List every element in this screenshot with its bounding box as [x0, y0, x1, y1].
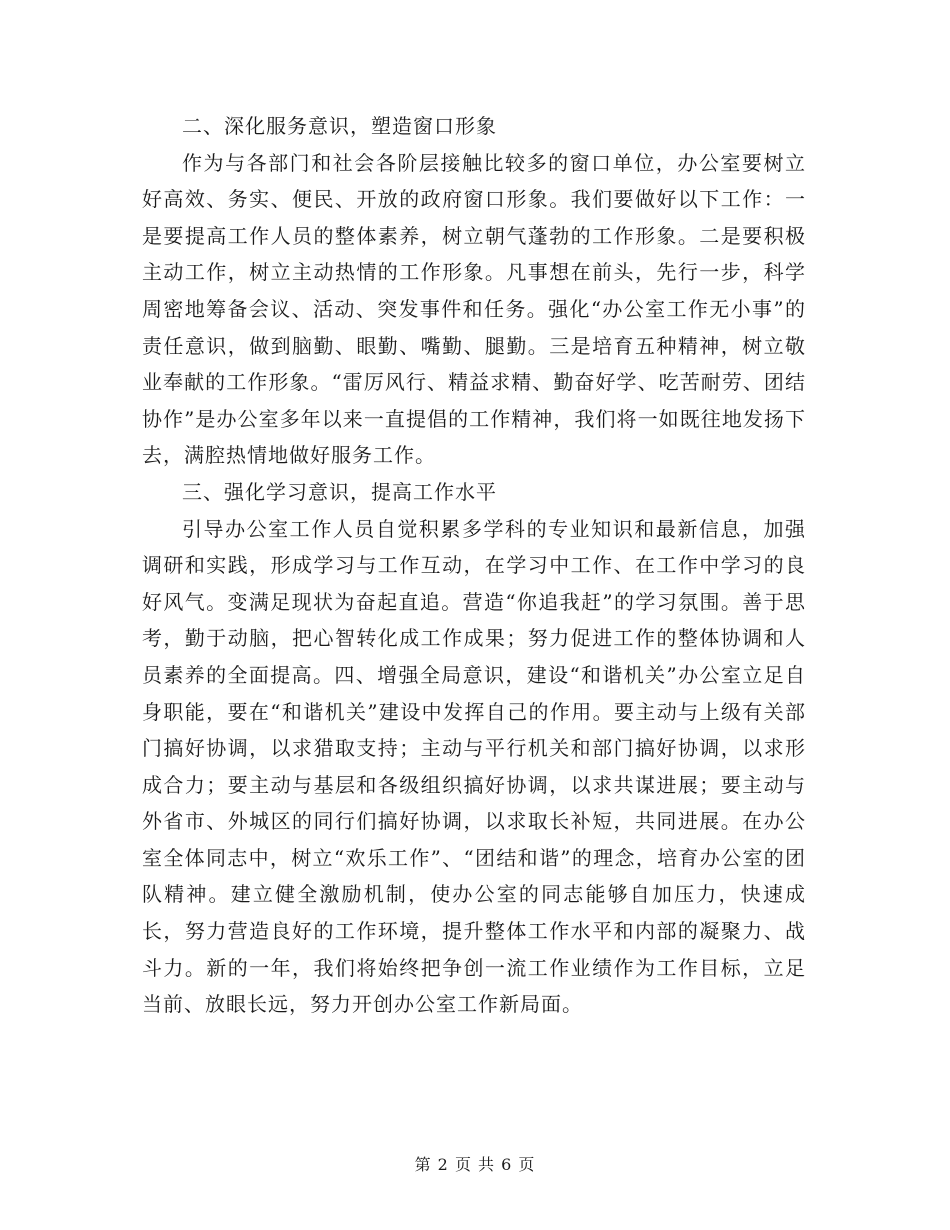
page-number-footer: 第 2 页 共 6 页: [414, 1155, 536, 1174]
section-paragraph-2: 作为与各部门和社会各阶层接触比较多的窗口单位，办公室要树立好高效、务实、便民、开放的政府窗口形象。我们要做好以下工作：一是要提高工作人员的整体素养，树立朝气蓬勃的工作形象。二是要积极主动工作，树立主动热情的工作形象。凡事想在前头，先行一步，科学周密地筹备会议、活动、突发事件和任务。强化“办公室工作无小事”的责任意识，做到脑勤、眼勤、嘴勤、腿勤。三是培育五种精神，树立敬业奉献的工作形象。“雷厉风行、精益求精、勤奋好学、吃苦耐劳、团结协作”是办公室多年以来一直提倡的工作精神，我们将一如既往地发扬下去，满腔热情地做好服务工作。: [142, 150, 806, 468]
section-paragraph-3: 引导办公室工作人员自觉积累多学科的专业知识和最新信息，加强调研和实践，形成学习与工作互动，在学习中工作、在工作中学习的良好风气。变满足现状为奋起直追。营造“你追我赶”的学习氛围。善于思考，勤于动脑，把心智转化成工作成果；努力促进工作的整体协调和人员素养的全面提高。四、增强全局意识，建设“和谐机关”办公室立足自身职能，要在“和谐机关”建设中发挥自己的作用。要主动与上级有关部门搞好协调，以求猎取支持；主动与平行机关和部门搞好协调，以求形成合力；要主动与基层和各级组织搞好协调，以求共谋进展；要主动与外省市、外城区的同行们搞好协调，以求取长补短，共同进展。在办公室全体同志中，树立“欢乐工作”、“团结和谐”的理念，培育办公室的团队精神。建立健全激励机制，使办公室的同志能够自加压力，快速成长，努力营造良好的工作环境，提升整体工作水平和内部的凝聚力、战斗力。新的一年，我们将始终把争创一流工作业绩作为工作目标，立足当前、放眼长远，努力开创办公室工作新局面。: [142, 516, 806, 1017]
section-heading-2: 二、深化服务意识，塑造窗口形象: [182, 114, 497, 138]
document-body: [142, 108, 806, 1023]
section-heading-3: 三、强化学习意识，提高工作水平: [182, 479, 497, 504]
